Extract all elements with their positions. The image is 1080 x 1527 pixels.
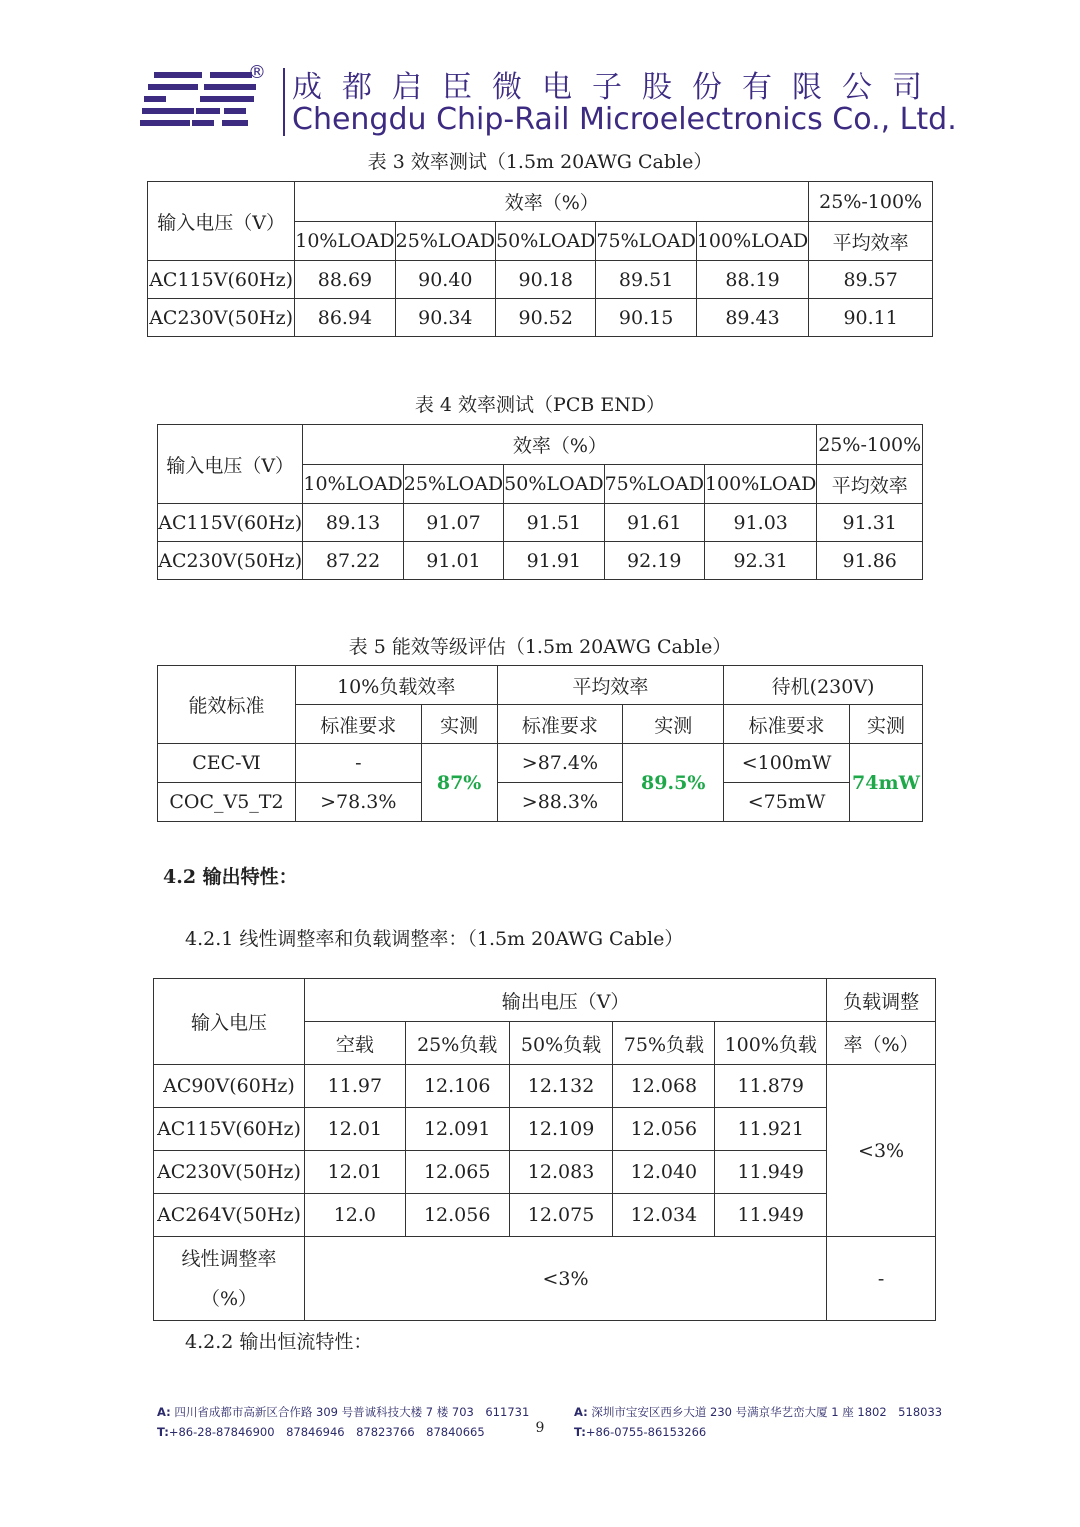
cell-value: 90.15: [596, 299, 696, 337]
phone-label: T:: [574, 1425, 586, 1439]
cell-value: 89.43: [696, 299, 808, 337]
header-standard: 能效标准: [158, 666, 296, 744]
footer-address: [574, 1402, 942, 1422]
header-avg-range: 25%-100%: [817, 425, 923, 465]
line-regulation-unit: （%）: [200, 1287, 258, 1310]
row-standard: COC_V5_T2: [158, 783, 296, 822]
header-load: 10%LOAD: [295, 222, 395, 261]
cell-value: 91.07: [403, 504, 503, 542]
cell-value: 91.03: [704, 504, 816, 542]
table-row: [158, 504, 923, 542]
page-header: [140, 62, 970, 142]
cell-value: 91.61: [604, 504, 704, 542]
table-row: [154, 1151, 936, 1194]
header-load: 75%LOAD: [596, 222, 696, 261]
cell-value: 12.065: [405, 1151, 509, 1194]
cell-value: 88.69: [295, 261, 395, 299]
cell-value: 12.040: [613, 1151, 715, 1194]
table4-efficiency-pcb: [157, 424, 923, 580]
row-input: AC230V(50Hz): [158, 542, 303, 580]
section-title: 4.2 输出特性：: [163, 866, 298, 888]
row-input: AC115V(60Hz): [158, 504, 303, 542]
cell-requirement: >78.3%: [295, 783, 421, 822]
cell-value: 12.075: [509, 1194, 613, 1237]
cell-value: 92.31: [704, 542, 816, 580]
cell-value: 12.109: [509, 1108, 613, 1151]
cell-measured: 89.5%: [623, 744, 724, 822]
cell-value: 90.18: [496, 261, 596, 299]
table5-energy-rating: [157, 665, 923, 822]
cell-requirement: -: [295, 744, 421, 783]
cell-value: 90.40: [395, 261, 495, 299]
header-input-voltage: 输入电压（V）: [148, 182, 295, 261]
header-input-voltage: 输入电压（V）: [158, 425, 303, 504]
cell-requirement: >88.3%: [497, 783, 623, 822]
table4-caption: 表 4 效率测试（PCB END）: [414, 394, 666, 416]
header-load: 100%LOAD: [696, 222, 808, 261]
table3-caption: 表 3 效率测试（1.5m 20AWG Cable）: [367, 151, 713, 173]
company-logo: [140, 62, 268, 132]
header-requirement: 标准要求: [724, 705, 850, 744]
cell-measured: 87%: [421, 744, 497, 822]
cell-value: 12.01: [304, 1151, 405, 1194]
cell-value: 89.51: [596, 261, 696, 299]
row-input: AC230V(50Hz): [154, 1151, 305, 1194]
header-load: 75%LOAD: [604, 465, 704, 504]
cell-avg: 91.86: [817, 542, 923, 580]
company-name-en: Chengdu Chip-Rail Microelectronics Co., Ltd.: [292, 102, 957, 137]
row-standard: CEC-Ⅵ: [158, 744, 296, 783]
cell-value: 91.91: [504, 542, 604, 580]
header-load: 100%负载: [715, 1022, 827, 1065]
table-row: [154, 1237, 936, 1321]
header-measured: 实测: [623, 705, 724, 744]
header-load: 空载: [304, 1022, 405, 1065]
header-load: 50%LOAD: [504, 465, 604, 504]
cell-value: 92.19: [604, 542, 704, 580]
cell-value: 12.056: [405, 1194, 509, 1237]
table-row: [148, 261, 933, 299]
header-measured: 实测: [849, 705, 922, 744]
cell-measured: 74mW: [849, 744, 922, 822]
cell-requirement: <75mW: [724, 783, 850, 822]
header-input-voltage: 输入电压: [154, 979, 305, 1065]
table-row: [154, 1065, 936, 1108]
header-load: 25%负载: [405, 1022, 509, 1065]
table-row: [158, 542, 923, 580]
cell-value: 12.056: [613, 1108, 715, 1151]
cell-value: 12.034: [613, 1194, 715, 1237]
cell-value: 12.091: [405, 1108, 509, 1151]
cell-value: 12.068: [613, 1065, 715, 1108]
cell-value: 91.01: [403, 542, 503, 580]
row-input: AC230V(50Hz): [148, 299, 295, 337]
cell-value: 11.879: [715, 1065, 827, 1108]
registered-mark: ®: [248, 62, 266, 83]
cell-value: 90.34: [395, 299, 495, 337]
cell-line-regulation: <3%: [304, 1237, 826, 1321]
header-10pct-efficiency: 10%负载效率: [295, 666, 497, 705]
header-avg-efficiency: 平均效率: [809, 222, 933, 261]
header-divider: [283, 68, 285, 136]
header-load: 75%负载: [613, 1022, 715, 1065]
header-load: 25%LOAD: [403, 465, 503, 504]
table-row: [154, 1108, 936, 1151]
header-load: 50%LOAD: [496, 222, 596, 261]
table6-regulation: [153, 978, 936, 1321]
cell-value: 88.19: [696, 261, 808, 299]
cell-value: 11.97: [304, 1065, 405, 1108]
cell-value: 12.0: [304, 1194, 405, 1237]
header-output-voltage: 输出电压（V）: [304, 979, 826, 1022]
header-requirement: 标准要求: [295, 705, 421, 744]
row-input: AC115V(60Hz): [154, 1108, 305, 1151]
table-row: [158, 744, 923, 783]
header-avg-efficiency: 平均效率: [817, 465, 923, 504]
header-load: 50%负载: [509, 1022, 613, 1065]
header-avg-range: 25%-100%: [809, 182, 933, 222]
cell-value: 89.13: [303, 504, 403, 542]
table-row: [154, 1194, 936, 1237]
header-load-regulation: 负载调整: [827, 979, 936, 1022]
row-input: AC264V(50Hz): [154, 1194, 305, 1237]
header-avg-efficiency: 平均效率: [497, 666, 724, 705]
page-number: 9: [535, 1420, 545, 1436]
cell-value: 12.106: [405, 1065, 509, 1108]
table-row: [158, 783, 923, 822]
header-efficiency: 效率（%）: [295, 182, 809, 222]
cell-load-regulation: <3%: [827, 1065, 936, 1237]
phone-label: T:: [157, 1425, 169, 1439]
phone-text: +86-0755-86153266: [585, 1425, 707, 1439]
cell-avg: 91.31: [817, 504, 923, 542]
footer-address: [157, 1402, 529, 1422]
table3-efficiency-cable: [147, 181, 933, 337]
header-efficiency: 效率（%）: [303, 425, 817, 465]
cell-avg: 89.57: [809, 261, 933, 299]
address-text: 四川省成都市高新区合作路 309 号普诚科技大楼 7 楼 703 611731: [174, 1405, 530, 1419]
cell-value: 12.01: [304, 1108, 405, 1151]
cell-value: 11.949: [715, 1194, 827, 1237]
cell-value: 12.083: [509, 1151, 613, 1194]
cell-requirement: <100mW: [724, 744, 850, 783]
address-text: 深圳市宝安区西乡大道 230 号满京华艺峦大厦 1 座 1802 518033: [591, 1405, 943, 1419]
line-regulation-label: 线性调整率: [181, 1247, 277, 1270]
header-standby: 待机(230V): [724, 666, 923, 705]
row-input: AC115V(60Hz): [148, 261, 295, 299]
row-input: AC90V(60Hz): [154, 1065, 305, 1108]
cell-value: 91.51: [504, 504, 604, 542]
header-measured: 实测: [421, 705, 497, 744]
row-line-regulation-label: [154, 1237, 305, 1321]
phone-text: +86-28-87846900 87846946 87823766 87840665: [168, 1425, 485, 1439]
cell-value: 87.22: [303, 542, 403, 580]
address-label: A:: [574, 1405, 588, 1419]
address-label: A:: [157, 1405, 171, 1419]
cell-dash: -: [827, 1237, 936, 1321]
cell-value: 11.921: [715, 1108, 827, 1151]
header-load-regulation-unit: 率（%）: [827, 1022, 936, 1065]
company-name-cn: 成都启臣微电子股份有限公司: [292, 70, 942, 105]
header-load: 10%LOAD: [303, 465, 403, 504]
header-load: 100%LOAD: [704, 465, 816, 504]
subsection-title: 4.2.2 输出恒流特性：: [185, 1331, 373, 1353]
subsection-title: 4.2.1 线性调整率和负载调整率：（1.5m 20AWG Cable）: [185, 928, 684, 950]
cell-avg: 90.11: [809, 299, 933, 337]
cell-value: 86.94: [295, 299, 395, 337]
table5-caption: 表 5 能效等级评估（1.5m 20AWG Cable）: [348, 636, 732, 658]
table-row: [148, 299, 933, 337]
header-load: 25%LOAD: [395, 222, 495, 261]
cell-value: 12.132: [509, 1065, 613, 1108]
cell-requirement: >87.4%: [497, 744, 623, 783]
cell-value: 11.949: [715, 1151, 827, 1194]
header-requirement: 标准要求: [497, 705, 623, 744]
cell-value: 90.52: [496, 299, 596, 337]
